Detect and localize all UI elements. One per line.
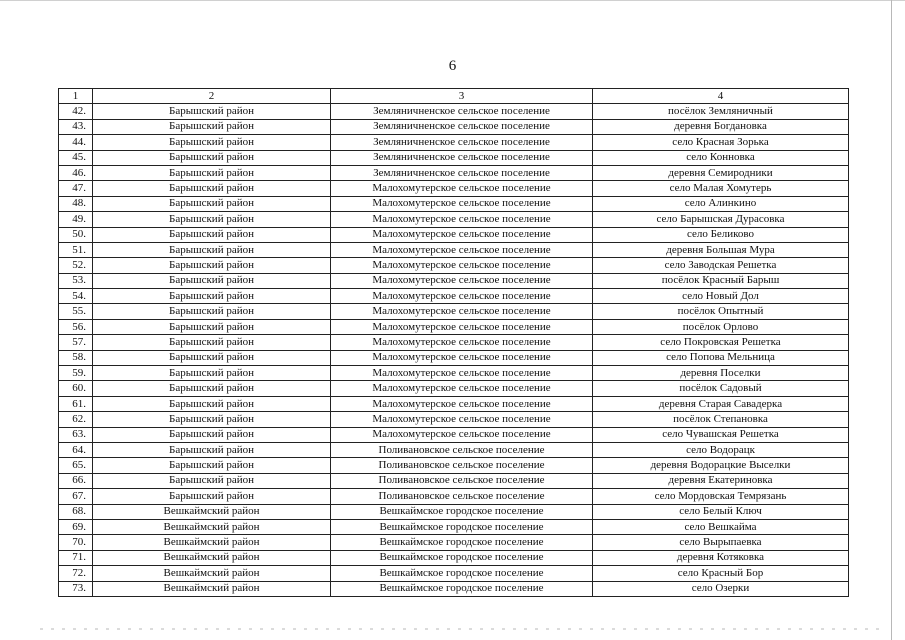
cell-number: 46.	[59, 165, 93, 180]
cell-locality: село Малая Хомутерь	[593, 181, 849, 196]
cell-locality: село Конновка	[593, 150, 849, 165]
cell-settlement: Поливановское сельское поселение	[331, 458, 593, 473]
cell-locality: село Мордовская Темрязань	[593, 489, 849, 504]
table-row	[59, 442, 849, 457]
table-row	[59, 273, 849, 288]
table-row	[59, 458, 849, 473]
cell-number: 48.	[59, 196, 93, 211]
page-number: 6	[448, 58, 457, 74]
cell-settlement: Земляничненское сельское поселение	[331, 165, 593, 180]
cell-number: 54.	[59, 289, 93, 304]
table-row	[59, 150, 849, 165]
table-row	[59, 412, 849, 427]
cell-district: Вешкаймский район	[93, 535, 331, 550]
cell-locality: село Заводская Решетка	[593, 258, 849, 273]
table-row	[59, 227, 849, 242]
cell-number: 69.	[59, 519, 93, 534]
cell-locality: село Барышская Дурасовка	[593, 212, 849, 227]
cell-number: 56.	[59, 319, 93, 334]
cell-district: Барышский район	[93, 489, 331, 504]
table-row	[59, 242, 849, 257]
cell-number: 51.	[59, 242, 93, 257]
cell-locality: посёлок Садовый	[593, 381, 849, 396]
cell-district: Барышский район	[93, 319, 331, 334]
cell-settlement: Вешкаймское городское поселение	[331, 566, 593, 581]
cell-locality: посёлок Опытный	[593, 304, 849, 319]
cell-settlement: Малохомутерское сельское поселение	[331, 181, 593, 196]
cell-locality: село Красный Бор	[593, 566, 849, 581]
column-header-locality: 4	[593, 89, 849, 104]
cell-settlement: Малохомутерское сельское поселение	[331, 212, 593, 227]
table-row	[59, 289, 849, 304]
cell-district: Барышский район	[93, 396, 331, 411]
cell-district: Барышский район	[93, 227, 331, 242]
cell-locality: посёлок Орлово	[593, 319, 849, 334]
cell-district: Барышский район	[93, 196, 331, 211]
cell-settlement: Малохомутерское сельское поселение	[331, 196, 593, 211]
table-row	[59, 566, 849, 581]
cell-district: Барышский район	[93, 273, 331, 288]
cell-number: 67.	[59, 489, 93, 504]
table-row	[59, 489, 849, 504]
cell-number: 57.	[59, 335, 93, 350]
page-top-edge	[0, 0, 905, 1]
page-right-edge	[891, 0, 892, 640]
cell-settlement: Вешкаймское городское поселение	[331, 519, 593, 534]
cell-district: Барышский район	[93, 242, 331, 257]
cell-settlement: Вешкаймское городское поселение	[331, 581, 593, 596]
cell-district: Барышский район	[93, 412, 331, 427]
cell-district: Барышский район	[93, 350, 331, 365]
cell-settlement: Малохомутерское сельское поселение	[331, 273, 593, 288]
cell-district: Барышский район	[93, 366, 331, 381]
cell-number: 66.	[59, 473, 93, 488]
table-row	[59, 135, 849, 150]
table-row	[59, 473, 849, 488]
cell-locality: село Чувашская Решетка	[593, 427, 849, 442]
cell-number: 55.	[59, 304, 93, 319]
table-row	[59, 427, 849, 442]
table-row	[59, 258, 849, 273]
cell-locality: деревня Водорацкие Выселки	[593, 458, 849, 473]
cell-settlement: Поливановское сельское поселение	[331, 473, 593, 488]
table-row	[59, 181, 849, 196]
cell-district: Барышский район	[93, 165, 331, 180]
cell-settlement: Малохомутерское сельское поселение	[331, 227, 593, 242]
table-row	[59, 335, 849, 350]
table-row	[59, 119, 849, 134]
cell-district: Барышский район	[93, 212, 331, 227]
cell-number: 63.	[59, 427, 93, 442]
cell-locality: село Беликово	[593, 227, 849, 242]
cell-locality: посёлок Земляничный	[593, 104, 849, 119]
table-row	[59, 366, 849, 381]
cell-district: Барышский район	[93, 289, 331, 304]
cell-settlement: Земляничненское сельское поселение	[331, 104, 593, 119]
table-body	[59, 104, 849, 597]
cell-district: Вешкаймский район	[93, 550, 331, 565]
cell-district: Барышский район	[93, 104, 331, 119]
cell-number: 60.	[59, 381, 93, 396]
table-header-row	[59, 89, 849, 104]
table-row	[59, 550, 849, 565]
settlements-table	[58, 88, 849, 597]
cell-district: Барышский район	[93, 135, 331, 150]
cell-district: Барышский район	[93, 304, 331, 319]
cell-district: Вешкаймский район	[93, 581, 331, 596]
cell-settlement: Малохомутерское сельское поселение	[331, 381, 593, 396]
cell-locality: деревня Большая Мура	[593, 242, 849, 257]
cell-district: Барышский район	[93, 442, 331, 457]
cell-locality: село Новый Дол	[593, 289, 849, 304]
cell-number: 44.	[59, 135, 93, 150]
column-header-settlement: 3	[331, 89, 593, 104]
cell-district: Барышский район	[93, 458, 331, 473]
cell-settlement: Малохомутерское сельское поселение	[331, 304, 593, 319]
table-row	[59, 350, 849, 365]
cell-settlement: Поливановское сельское поселение	[331, 489, 593, 504]
cell-district: Барышский район	[93, 119, 331, 134]
cell-locality: село Красная Зорька	[593, 135, 849, 150]
table-row	[59, 212, 849, 227]
column-header-number: 1	[59, 89, 93, 104]
cell-district: Вешкаймский район	[93, 519, 331, 534]
cell-number: 65.	[59, 458, 93, 473]
cell-number: 43.	[59, 119, 93, 134]
cell-locality: село Вырыпаевка	[593, 535, 849, 550]
cell-number: 72.	[59, 566, 93, 581]
cell-settlement: Малохомутерское сельское поселение	[331, 396, 593, 411]
cell-settlement: Вешкаймское городское поселение	[331, 504, 593, 519]
cell-number: 70.	[59, 535, 93, 550]
cell-number: 64.	[59, 442, 93, 457]
cell-locality: деревня Котяковка	[593, 550, 849, 565]
cell-settlement: Земляничненское сельское поселение	[331, 150, 593, 165]
cell-number: 45.	[59, 150, 93, 165]
cell-district: Барышский район	[93, 381, 331, 396]
cell-district: Вешкаймский район	[93, 504, 331, 519]
cell-settlement: Вешкаймское городское поселение	[331, 535, 593, 550]
scan-artifact	[40, 628, 880, 630]
cell-settlement: Вешкаймское городское поселение	[331, 550, 593, 565]
cell-settlement: Малохомутерское сельское поселение	[331, 242, 593, 257]
cell-district: Барышский район	[93, 335, 331, 350]
cell-number: 62.	[59, 412, 93, 427]
cell-number: 47.	[59, 181, 93, 196]
table-row	[59, 381, 849, 396]
table-row	[59, 504, 849, 519]
cell-locality: деревня Семиродники	[593, 165, 849, 180]
table-row	[59, 165, 849, 180]
table-row	[59, 396, 849, 411]
cell-locality: деревня Богдановка	[593, 119, 849, 134]
cell-locality: село Попова Мельница	[593, 350, 849, 365]
cell-settlement: Поливановское сельское поселение	[331, 442, 593, 457]
cell-locality: село Водорацк	[593, 442, 849, 457]
cell-number: 73.	[59, 581, 93, 596]
cell-number: 53.	[59, 273, 93, 288]
cell-settlement: Малохомутерское сельское поселение	[331, 335, 593, 350]
cell-settlement: Малохомутерское сельское поселение	[331, 319, 593, 334]
table-row	[59, 519, 849, 534]
cell-number: 50.	[59, 227, 93, 242]
cell-number: 68.	[59, 504, 93, 519]
cell-number: 58.	[59, 350, 93, 365]
cell-district: Вешкаймский район	[93, 566, 331, 581]
table-row	[59, 196, 849, 211]
cell-district: Барышский район	[93, 258, 331, 273]
cell-district: Барышский район	[93, 181, 331, 196]
cell-locality: село Алинкино	[593, 196, 849, 211]
cell-settlement: Земляничненское сельское поселение	[331, 119, 593, 134]
table-row	[59, 581, 849, 596]
cell-district: Барышский район	[93, 427, 331, 442]
cell-number: 42.	[59, 104, 93, 119]
cell-number: 52.	[59, 258, 93, 273]
cell-locality: село Белый Ключ	[593, 504, 849, 519]
table-row	[59, 535, 849, 550]
cell-number: 71.	[59, 550, 93, 565]
table-row	[59, 304, 849, 319]
cell-settlement: Земляничненское сельское поселение	[331, 135, 593, 150]
cell-locality: деревня Поселки	[593, 366, 849, 381]
cell-settlement: Малохомутерское сельское поселение	[331, 366, 593, 381]
table-row	[59, 104, 849, 119]
cell-locality: село Покровская Решетка	[593, 335, 849, 350]
cell-number: 61.	[59, 396, 93, 411]
table-row	[59, 319, 849, 334]
cell-district: Барышский район	[93, 150, 331, 165]
cell-locality: деревня Екатериновка	[593, 473, 849, 488]
cell-number: 59.	[59, 366, 93, 381]
cell-settlement: Малохомутерское сельское поселение	[331, 412, 593, 427]
cell-district: Барышский район	[93, 473, 331, 488]
cell-settlement: Малохомутерское сельское поселение	[331, 258, 593, 273]
cell-locality: посёлок Степановка	[593, 412, 849, 427]
cell-settlement: Малохомутерское сельское поселение	[331, 427, 593, 442]
cell-settlement: Малохомутерское сельское поселение	[331, 350, 593, 365]
cell-locality: село Вешкайма	[593, 519, 849, 534]
cell-settlement: Малохомутерское сельское поселение	[331, 289, 593, 304]
cell-number: 49.	[59, 212, 93, 227]
cell-locality: село Озерки	[593, 581, 849, 596]
cell-locality: деревня Старая Савадерка	[593, 396, 849, 411]
cell-locality: посёлок Красный Барыш	[593, 273, 849, 288]
column-header-district: 2	[93, 89, 331, 104]
